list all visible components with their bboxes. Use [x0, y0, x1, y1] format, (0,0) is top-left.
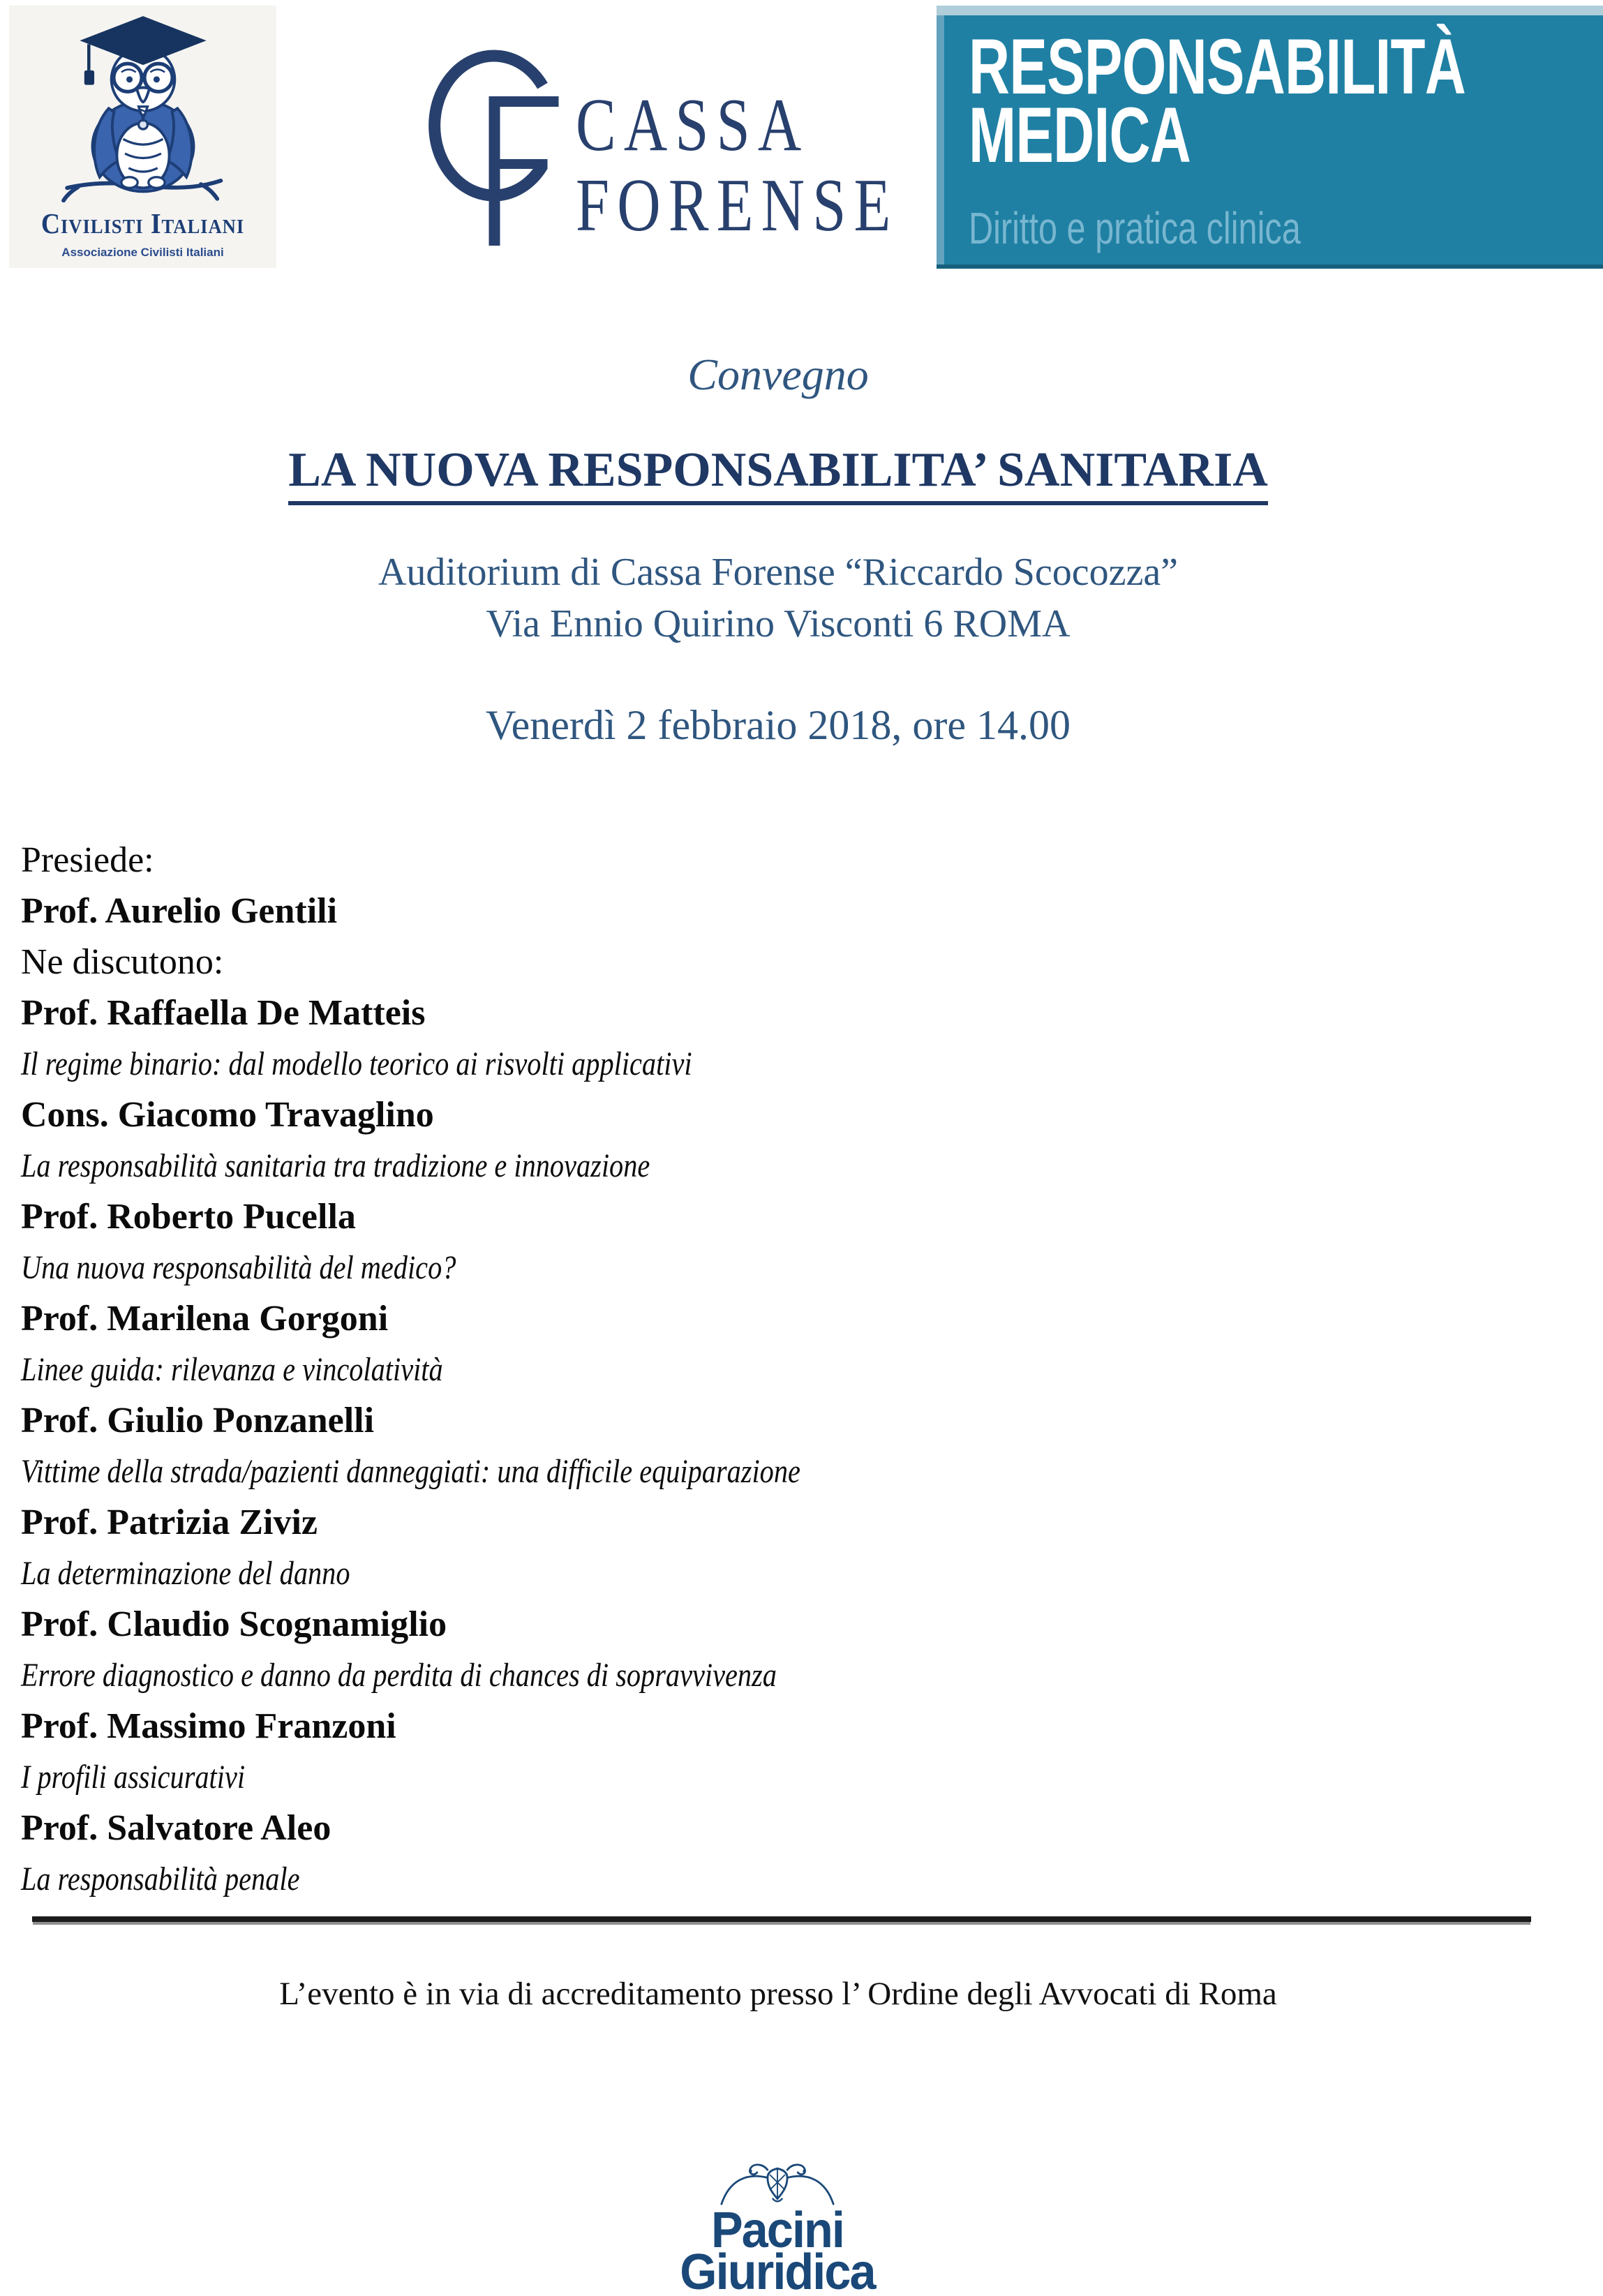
event-datetime: Venerdì 2 febbraio 2018, ore 14.00 — [485, 702, 1071, 748]
civilisti-logo-title: Civilisti Italiani — [40, 207, 245, 239]
speaker-name: Prof. Claudio Scognamiglio — [21, 1604, 447, 1644]
speaker-name: Prof. Salvatore Aleo — [21, 1808, 331, 1848]
pacini-wordmark-line1: Pacini — [710, 2202, 844, 2258]
banner-bottom-edge — [937, 264, 1603, 269]
cassa-forense-wordmark-line1: CASSA — [576, 84, 810, 167]
cassa-forense-monogram-icon — [426, 28, 569, 251]
program-role-label: Ne discutono: — [21, 942, 224, 982]
talk-title: Una nuova responsabilità del medico? — [21, 1249, 456, 1286]
speaker-name: Prof. Patrizia Ziviz — [21, 1503, 318, 1542]
speaker-name: Prof. Marilena Gorgoni — [21, 1299, 389, 1339]
program-list — [21, 835, 949, 1904]
cassa-forense-wordmark-line2: FORENSE — [576, 164, 899, 247]
event-title — [21, 442, 1535, 505]
speaker-name: Prof. Aurelio Gentili — [21, 891, 338, 931]
event-title-text: LA NUOVA RESPONSABILITA’ SANITARIA — [288, 442, 1268, 505]
banner-top-strip — [937, 6, 1603, 15]
banner-subtitle: Diritto e pratica clinica — [969, 203, 1301, 253]
banner-title-line2: MEDICA — [969, 91, 1191, 179]
talk-title: I profili assicurativi — [21, 1759, 246, 1796]
responsabilita-medica-banner — [937, 6, 1603, 269]
accreditation-note: L’evento è in via di accreditamento presso l’ Ordine degli Avvocati di Roma — [279, 1976, 1277, 2012]
talk-title: Il regime binario: dal modello teorico ai risvolti applicativi — [21, 1045, 692, 1082]
speaker-name: Prof. Roberto Pucella — [21, 1197, 356, 1237]
graduate-owl-icon — [49, 13, 237, 202]
speaker-name: Cons. Giacomo Travaglino — [21, 1095, 434, 1135]
footer-divider-rule — [32, 1916, 1531, 1922]
civilisti-italiani-logo — [9, 6, 276, 268]
event-kicker: Convegno — [687, 350, 869, 399]
talk-title: La responsabilità sanitaria tra tradizione e innovazione — [21, 1147, 650, 1184]
cassa-forense-logo — [426, 28, 942, 258]
talk-title: Linee guida: rilevanza e vincolatività — [21, 1351, 443, 1388]
civilisti-logo-subtitle: Associazione Civilisti Italiani — [61, 246, 224, 259]
event-venue-line2: Via Ennio Quirino Visconti 6 ROMA — [486, 602, 1071, 646]
talk-title: Vittime della strada/pazienti danneggiati: una difficile equiparazione — [21, 1453, 800, 1490]
program-role-label: Presiede: — [21, 840, 154, 880]
banner-title-line1: RESPONSABILITÀ — [969, 23, 1466, 110]
banner-left-strip — [937, 15, 944, 264]
talk-title: La responsabilità penale — [21, 1861, 300, 1898]
speaker-name: Prof. Giulio Ponzanelli — [21, 1401, 375, 1440]
event-venue-line1: Auditorium di Cassa Forense “Riccardo Scocozza” — [378, 551, 1179, 594]
talk-title: Errore diagnostico e danno da perdita di chances di sopravvivenza — [21, 1657, 777, 1694]
speaker-name: Prof. Massimo Franzoni — [21, 1706, 396, 1746]
pacini-wordmark-line2: Giuridica — [680, 2244, 875, 2296]
speaker-name: Prof. Raffaella De Matteis — [21, 993, 426, 1033]
talk-title: La determinazione del danno — [21, 1555, 350, 1592]
pacini-crest-icon — [711, 2161, 844, 2207]
pacini-giuridica-logo — [638, 2161, 917, 2295]
